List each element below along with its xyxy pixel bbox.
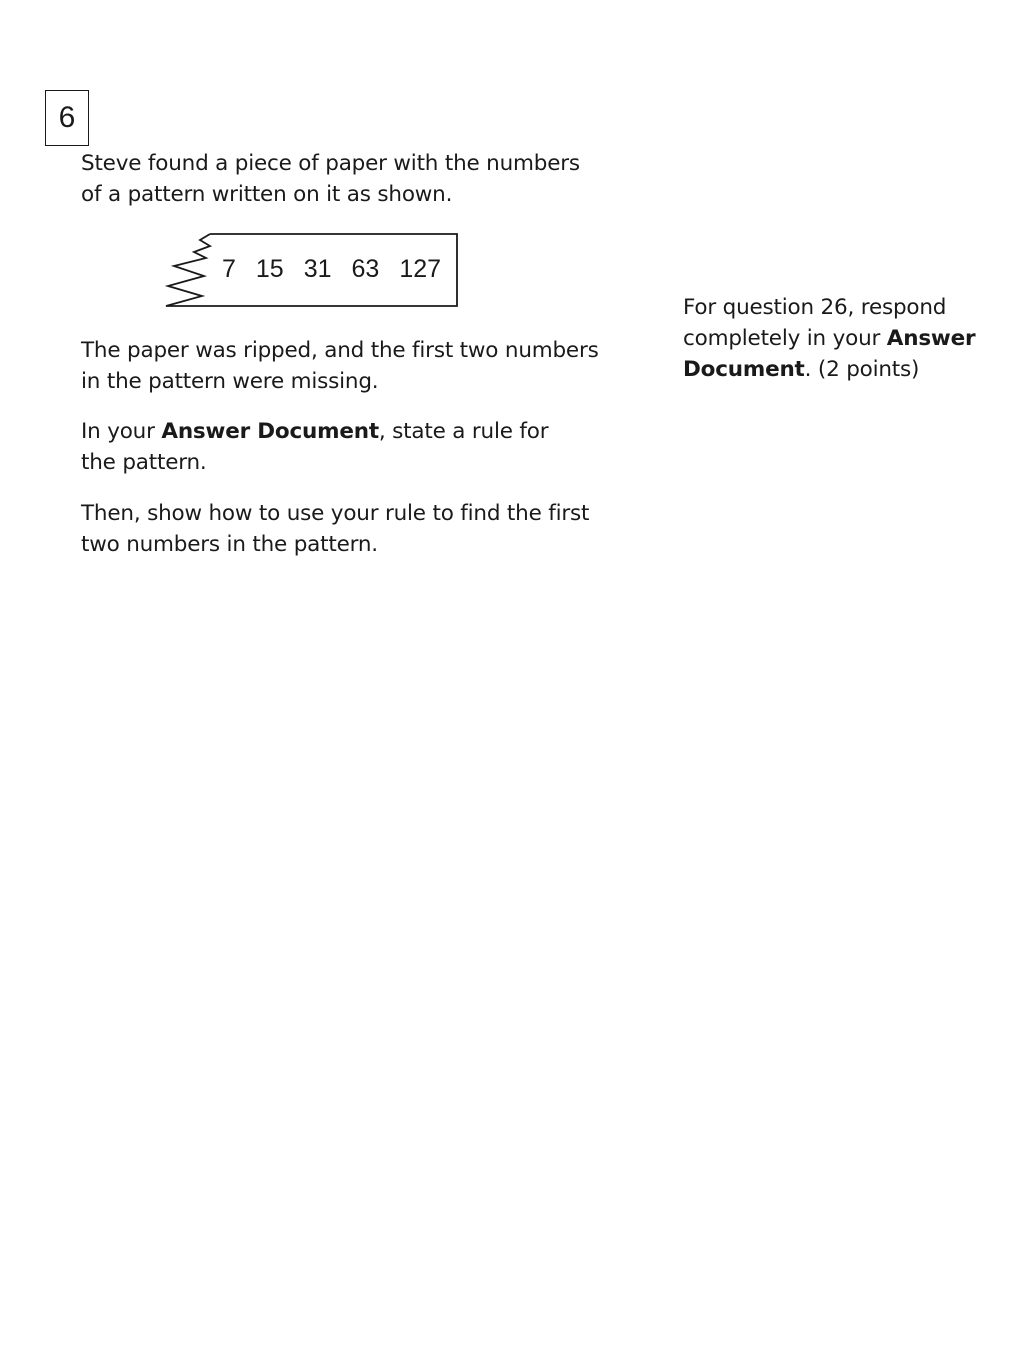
points-text: . (2 points) bbox=[804, 357, 920, 382]
question-number: 6 bbox=[58, 101, 76, 134]
rule-prefix: In your bbox=[81, 419, 162, 444]
pattern-number: 63 bbox=[351, 254, 380, 283]
pattern-number: 127 bbox=[399, 254, 442, 283]
question-number-box bbox=[45, 90, 89, 146]
ripped-line-2: in the pattern were missing. bbox=[81, 369, 379, 394]
rule-paragraph bbox=[81, 416, 548, 478]
pattern-number: 7 bbox=[222, 254, 236, 283]
ripped-paragraph bbox=[81, 335, 599, 397]
ripped-line-1: The paper was ripped, and the first two numbers bbox=[81, 338, 599, 363]
then-paragraph bbox=[81, 498, 589, 560]
then-line-1: Then, show how to use your rule to find the first bbox=[81, 501, 590, 526]
rule-line-1 bbox=[81, 416, 548, 447]
instruction-line-1: For question 26, respond bbox=[683, 295, 947, 320]
pattern-number: 15 bbox=[255, 254, 284, 283]
response-instruction bbox=[683, 292, 975, 385]
intro-line-2: of a pattern written on it as shown. bbox=[81, 182, 453, 207]
answer-bold: Answer bbox=[886, 326, 976, 351]
then-line-2: two numbers in the pattern. bbox=[81, 532, 378, 557]
rule-suffix: , state a rule for bbox=[378, 419, 549, 444]
pattern-numbers bbox=[222, 250, 441, 288]
instruction-line-3 bbox=[683, 354, 975, 385]
answer-document-bold: Answer Document bbox=[161, 419, 379, 444]
instruction-prefix: completely in your bbox=[683, 326, 887, 351]
pattern-number: 31 bbox=[303, 254, 332, 283]
intro-paragraph bbox=[81, 148, 580, 210]
instruction-line-2 bbox=[683, 323, 975, 354]
rule-line-2: the pattern. bbox=[81, 450, 207, 475]
intro-line-1: Steve found a piece of paper with the numbers bbox=[81, 151, 580, 176]
document-bold: Document bbox=[683, 357, 805, 382]
